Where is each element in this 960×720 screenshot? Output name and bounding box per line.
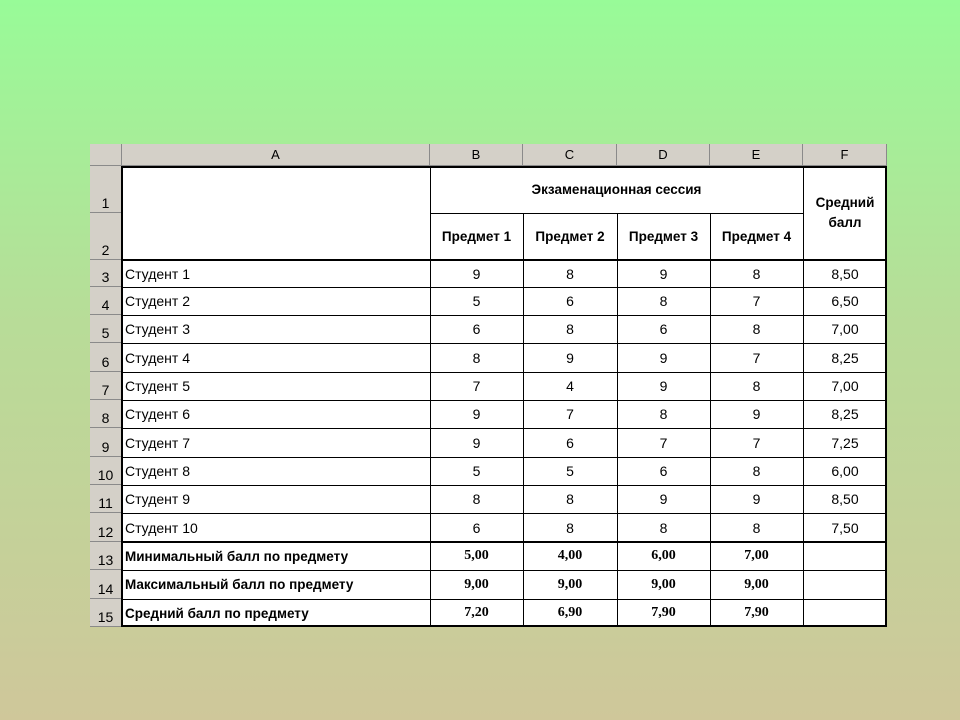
score-cell[interactable]: 9 <box>566 349 574 366</box>
grid-line <box>430 213 803 214</box>
student-name[interactable]: Студент 5 <box>125 378 190 394</box>
score-cell[interactable]: 9 <box>659 265 668 282</box>
score-cell[interactable]: 7 <box>752 349 761 366</box>
student-name[interactable]: Студент 6 <box>125 406 190 422</box>
grid-line <box>122 570 887 571</box>
average-cell[interactable]: 7,00 <box>831 321 859 337</box>
score-cell[interactable]: 6 <box>659 321 668 337</box>
summary-label[interactable]: Минимальный балл по предмету <box>125 548 349 564</box>
score-cell[interactable]: 6 <box>472 519 481 536</box>
summary-value[interactable]: 9,00 <box>651 576 676 592</box>
average-cell[interactable]: 7,50 <box>831 519 859 536</box>
row-header-13[interactable]: 13 <box>90 542 122 570</box>
summary-value[interactable]: 6,90 <box>557 605 583 620</box>
score-cell[interactable]: 7 <box>566 406 574 422</box>
score-cell[interactable]: 8 <box>659 519 668 536</box>
row-header-4[interactable]: 4 <box>90 287 122 315</box>
subject-header[interactable]: Предмет 3 <box>628 229 699 244</box>
summary-empty-cell[interactable] <box>803 599 887 627</box>
grid-line <box>710 213 711 627</box>
column-header-d[interactable]: D <box>617 144 710 166</box>
score-cell[interactable]: 8 <box>752 519 761 536</box>
summary-value[interactable]: 9,00 <box>557 576 583 592</box>
score-cell[interactable]: 5 <box>566 463 574 479</box>
score-cell[interactable]: 5 <box>472 463 481 479</box>
score-cell[interactable]: 8 <box>472 349 481 366</box>
score-cell[interactable]: 9 <box>472 434 481 451</box>
grid-line <box>122 541 887 543</box>
column-header-a[interactable]: A <box>122 144 430 166</box>
row-header-14[interactable]: 14 <box>90 570 122 599</box>
column-header-b[interactable]: B <box>430 144 523 166</box>
summary-value[interactable]: 5,00 <box>464 548 489 563</box>
score-cell[interactable]: 4 <box>566 378 574 394</box>
average-cell[interactable]: 8,50 <box>831 491 859 507</box>
student-name[interactable]: Студент 1 <box>125 265 190 282</box>
spreadsheet <box>90 144 887 627</box>
score-cell[interactable]: 9 <box>752 406 761 422</box>
score-cell[interactable]: 9 <box>659 378 668 394</box>
grid-line <box>122 372 887 373</box>
summary-empty-cell[interactable] <box>803 570 887 599</box>
subject-header[interactable]: Предмет 1 <box>441 229 512 244</box>
score-cell[interactable]: 5 <box>472 293 481 309</box>
column-header-c[interactable]: C <box>523 144 617 166</box>
select-all-corner[interactable] <box>90 144 122 166</box>
score-cell[interactable]: 7 <box>752 293 761 309</box>
grid-line <box>803 166 804 627</box>
row-header-10[interactable]: 10 <box>90 457 122 485</box>
grid-line <box>122 513 887 514</box>
student-name[interactable]: Студент 9 <box>125 491 190 507</box>
score-cell[interactable]: 8 <box>566 321 574 337</box>
score-cell[interactable]: 9 <box>659 491 668 507</box>
student-name[interactable]: Студент 7 <box>125 434 190 451</box>
row-header-15[interactable]: 15 <box>90 599 122 627</box>
subject-header[interactable]: Предмет 2 <box>535 229 605 244</box>
subject-header[interactable]: Предмет 4 <box>721 229 792 244</box>
summary-value[interactable]: 9,00 <box>744 576 769 592</box>
average-cell[interactable]: 7,00 <box>831 378 859 394</box>
score-cell[interactable]: 8 <box>566 519 574 536</box>
grid-line <box>523 213 524 627</box>
grid-line <box>122 457 887 458</box>
row-header-1[interactable]: 1 <box>90 166 122 213</box>
average-header-line2: балл <box>828 215 862 230</box>
score-cell[interactable]: 6 <box>566 434 574 451</box>
average-cell[interactable]: 6,50 <box>831 293 859 309</box>
summary-value[interactable]: 7,20 <box>464 605 489 620</box>
grid-line <box>122 166 887 168</box>
score-cell[interactable]: 6 <box>472 321 481 337</box>
score-cell[interactable]: 8 <box>752 378 761 394</box>
average-cell[interactable]: 8,50 <box>831 265 859 282</box>
row-header-5[interactable]: 5 <box>90 315 122 343</box>
score-cell[interactable]: 6 <box>566 293 574 309</box>
score-cell[interactable]: 8 <box>566 491 574 507</box>
row-header-8[interactable]: 8 <box>90 400 122 428</box>
student-name[interactable]: Студент 8 <box>125 463 190 479</box>
summary-value[interactable]: 6,00 <box>651 548 676 563</box>
score-cell[interactable]: 7 <box>752 434 761 451</box>
column-header-f[interactable]: F <box>803 144 887 166</box>
score-cell[interactable]: 8 <box>472 491 481 507</box>
average-header[interactable] <box>803 166 887 260</box>
grid-line <box>122 343 887 344</box>
score-cell[interactable]: 9 <box>752 491 761 507</box>
score-cell[interactable]: 6 <box>659 463 668 479</box>
row-header-2[interactable]: 2 <box>90 213 122 260</box>
summary-label[interactable]: Максимальный балл по предмету <box>125 577 354 592</box>
grid-line <box>885 166 887 627</box>
average-cell[interactable]: 8,25 <box>831 349 859 366</box>
average-header-line1: Средний <box>815 195 875 210</box>
grid-line <box>122 315 887 316</box>
score-cell[interactable]: 8 <box>659 293 668 309</box>
score-cell[interactable]: 8 <box>752 463 761 479</box>
average-cell[interactable]: 8,25 <box>831 406 859 422</box>
score-cell[interactable]: 7 <box>472 378 481 394</box>
summary-value[interactable]: 7,00 <box>744 548 769 563</box>
score-cell[interactable]: 8 <box>752 265 761 282</box>
grid-line <box>122 485 887 486</box>
summary-value[interactable]: 4,00 <box>557 548 583 563</box>
summary-label[interactable]: Средний балл по предмету <box>125 605 309 621</box>
column-header-e[interactable]: E <box>710 144 803 166</box>
row-header-7[interactable]: 7 <box>90 372 122 400</box>
score-cell[interactable]: 9 <box>472 406 481 422</box>
summary-value[interactable]: 9,00 <box>464 576 489 592</box>
grid-line <box>122 599 887 600</box>
row-header-12[interactable]: 12 <box>90 513 122 542</box>
score-cell[interactable]: 8 <box>752 321 761 337</box>
grid-line <box>617 213 618 627</box>
summary-empty-cell[interactable] <box>803 542 887 570</box>
grid-line <box>122 400 887 401</box>
score-cell[interactable]: 8 <box>566 265 574 282</box>
row-header-11[interactable]: 11 <box>90 485 122 513</box>
grid-line <box>122 259 887 261</box>
row-header-9[interactable]: 9 <box>90 428 122 457</box>
summary-value[interactable]: 7,90 <box>651 605 676 620</box>
student-name[interactable]: Студент 4 <box>125 349 190 366</box>
score-cell[interactable]: 7 <box>659 434 668 451</box>
student-name[interactable]: Студент 10 <box>125 519 198 536</box>
grid-line <box>121 166 123 627</box>
score-cell[interactable]: 8 <box>659 406 668 422</box>
student-name[interactable]: Студент 2 <box>125 293 190 309</box>
score-cell[interactable]: 9 <box>659 349 668 366</box>
grid-line <box>122 625 887 627</box>
session-title[interactable]: Экзаменационная сессия <box>531 182 702 197</box>
average-cell[interactable]: 7,25 <box>831 434 859 451</box>
summary-value[interactable]: 7,90 <box>744 605 769 620</box>
row-header-6[interactable]: 6 <box>90 343 122 372</box>
row-header-3[interactable]: 3 <box>90 260 122 287</box>
grid-line <box>122 287 887 288</box>
grid-line <box>430 166 431 627</box>
average-cell[interactable]: 6,00 <box>831 463 859 479</box>
student-name[interactable]: Студент 3 <box>125 321 190 337</box>
grid-line <box>122 428 887 429</box>
score-cell[interactable]: 9 <box>472 265 481 282</box>
